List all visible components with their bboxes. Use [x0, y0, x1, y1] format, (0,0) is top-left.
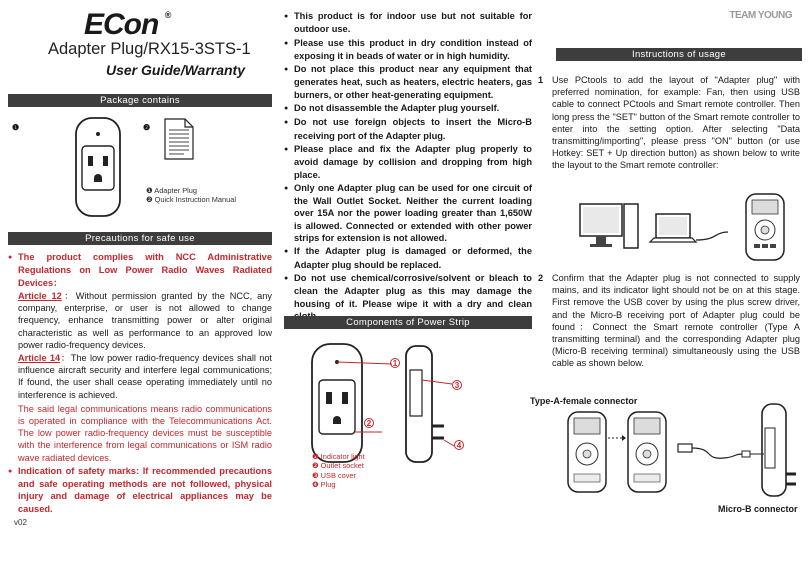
list-item: ● Do not use chemical/corrosive/solvent or bleach to clean the Adapter plug as this may damage the housing of it. Please wipe it with a dry and clean	[284, 272, 532, 322]
brand-logo	[84, 8, 171, 42]
list-item: ● Please use this product in dry condition instead of exposing it in beads of water or in high humidity.	[284, 37, 532, 63]
logo-text: ECon	[84, 8, 159, 41]
step-2	[538, 272, 800, 370]
list-item: ● Only one Adapter plug can be used for one circuit of the Wall Outlet Socket. Neither the current loading over 15A nor the power loading greater than 1,650W is allowed. Connected or extended with other power strips for extension is not allowed.	[284, 182, 532, 244]
right-column	[530, 0, 802, 564]
package-item: ❶ Adapter Plug	[146, 186, 198, 195]
article-12	[8, 290, 272, 351]
registered-mark: ®	[164, 10, 171, 20]
article-14	[8, 352, 272, 401]
package-contains-header: Package contains	[8, 94, 272, 107]
list-item: ● Do not place this product near any equipment that generates heat, such as heaters, electric heaters, gas burners, or other heat-generating equipment.	[284, 63, 532, 101]
instructions-header: Instructions of usage	[556, 48, 802, 61]
package-item: ❷ Quick Instruction Manual	[146, 195, 237, 205]
safety-bullet-list	[284, 10, 532, 323]
left-column	[8, 0, 272, 564]
safety-marks-text: ● Indication of safety marks: If recommended precautions and safe operating methods are not followed, physical injury and damage of electrical appliances may be caused.	[8, 465, 272, 515]
step-1	[538, 74, 800, 172]
article-14-text: ：The low power radio-frequency devices shall not influence aircraft security and interfere legal communications; If found, the user shall cease operating immediately until no interference is achieved.	[18, 352, 272, 400]
legend-item: ❶ Indicator light	[312, 452, 365, 461]
precautions-header: Precautions for safe use	[8, 232, 272, 245]
components-legend	[312, 452, 365, 490]
callout-4: 4	[454, 440, 464, 450]
list-item: ● Please place and fix the Adapter plug properly to avoid damage by collision and dropping from high place.	[284, 143, 532, 181]
package-legend	[146, 186, 236, 205]
step-2-number: 2	[538, 273, 544, 283]
middle-column	[284, 0, 532, 564]
article-14-label: Article 14	[18, 352, 61, 363]
article-12-label: Article 12	[18, 290, 62, 301]
callout-3: 3	[452, 380, 462, 390]
team-young-logo: TEAM YOUNG	[729, 10, 792, 21]
package-number-1: ❶	[12, 123, 20, 132]
legend-item: ❸ USB cover	[312, 470, 357, 480]
micro-b-label: Micro-B connector	[718, 504, 798, 514]
precautions-body	[8, 251, 272, 516]
legal-communications-text: The said legal communications means radio communications is operated in compliance with the Telecommunications Act. The low power radio-frequency devices must be susceptible with the interference from legal communications or ISM radio wave radiated devices.	[18, 403, 272, 463]
list-item: ● Do not use foreign objects to insert the Micro-B receiving port of the Adapter plug.	[284, 116, 532, 142]
list-item: ● This product is for indoor use but not suitable for outdoor use.	[284, 10, 532, 36]
package-number-2: ❷	[143, 123, 151, 132]
callout-2: 2	[364, 418, 374, 428]
components-header: Components of Power Strip	[284, 316, 532, 329]
product-title: Adapter Plug/RX15-3STS-1	[48, 40, 251, 58]
legend-item: ❷ Outlet socket	[312, 461, 364, 471]
article-12-text: ：Without permission granted by the NCC, any company, enterprise, or user is not allowed to change frequency, enhance transmitting power or alter original characteristic as well as performance to an approved low power radio-frequency devices.	[18, 290, 272, 350]
step-1-number: 1	[538, 75, 544, 85]
list-item: ● Do not disassemble the Adapter plug yourself.	[284, 102, 532, 115]
callout-1: 1	[390, 358, 400, 368]
legend-item: ❹ Plug	[312, 480, 336, 490]
step-1-text: Use PCtools to add the layout of "Adapter plug" with preferred nomination, for example: Fan, then using USB cable to connect PCtools and Smart remote controller. Then long press the "SET" button of the Smart remote controller to enter into the setting option. After selecting "Data transmitting/importing", please press "ON" button (or use Hotkey: SET + Up direction button) as shown below to write the layout to the Smart remote controller:	[552, 75, 800, 171]
version-label: v02	[14, 518, 27, 527]
adapter-plug-image	[68, 112, 128, 222]
remote-to-adapter-diagram	[564, 400, 800, 500]
components-diagram	[304, 340, 464, 470]
ncc-heading: ● The product complies with NCC Administrative Regulations on Low Power Radio Waves Radiated Devices：	[8, 251, 272, 289]
step-2-text: Confirm that the Adapter plug is not connected to supply mains, and its indicator light should not be on at this stage. First remove the USB cover by using the plus screw driver, and the Micro-B receiving port of Adapter plug could be found：Connect the Smart remote controller (Type A transmitting terminal) and the corresponding Adapter plug (Micro-B receiving terminal) simultaneously using the USB cable as shown below.	[552, 273, 800, 369]
type-a-label: Type-A-female connector	[530, 396, 638, 406]
pc-laptop-remote-diagram	[578, 192, 798, 264]
document-subtitle: User Guide/Warranty	[106, 62, 246, 78]
list-item: ● If the Adapter plug is damaged or deformed, the Adapter plug should be replaced.	[284, 245, 532, 271]
manual-image	[164, 118, 194, 160]
